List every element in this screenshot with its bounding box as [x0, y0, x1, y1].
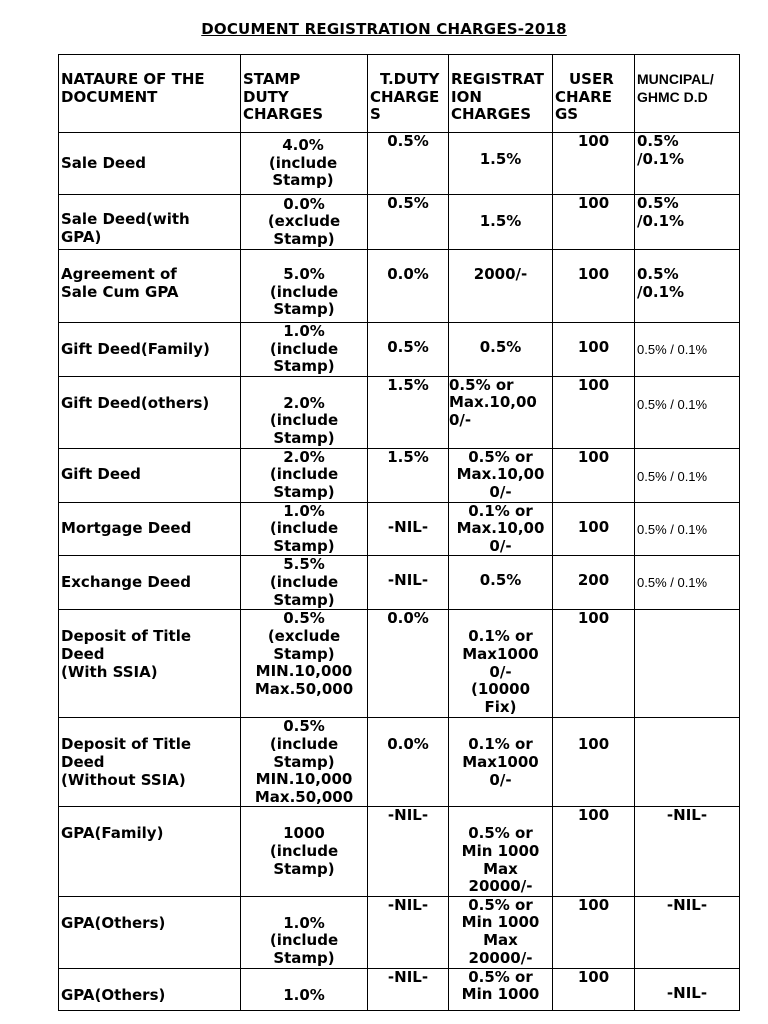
cell-tduty: 0.0%	[368, 718, 449, 807]
cell-stamp-duty: 1.0% (include Stamp)	[241, 502, 368, 556]
cell-tduty: 0.0%	[368, 610, 449, 718]
cell-municipal: 0.5% /0.1%	[635, 133, 740, 195]
cell-municipal: 0.5% /0.1%	[635, 195, 740, 250]
table-row	[59, 556, 740, 610]
cell-municipal: 0.5% / 0.1%	[635, 556, 740, 610]
cell-stamp-duty: 2.0% (include Stamp)	[241, 448, 368, 502]
table-row	[59, 807, 740, 896]
cell-registration: 0.5%	[449, 556, 553, 610]
cell-nature: Deposit of Title Deed (Without SSIA)	[59, 718, 241, 807]
cell-stamp-duty: 5.0% (include Stamp)	[241, 250, 368, 323]
header-stamp-duty-charges: STAMP DUTY CHARGES	[241, 55, 368, 133]
table-header-row	[59, 55, 740, 133]
cell-tduty: -NIL-	[368, 807, 449, 896]
cell-registration: 0.1% or Max1000 0/-	[449, 718, 553, 807]
cell-municipal: -NIL-	[635, 896, 740, 968]
cell-nature: Exchange Deed	[59, 556, 241, 610]
cell-municipal	[635, 610, 740, 718]
header-user-wrap: CHARE GS	[555, 87, 612, 124]
cell-tduty: 1.5%	[368, 376, 449, 448]
cell-nature: GPA(Others)	[59, 968, 241, 1010]
cell-user-charges: 100	[553, 896, 635, 968]
cell-user-charges: 100	[553, 448, 635, 502]
registration-charges-table	[58, 54, 740, 1011]
cell-user-charges: 100	[553, 807, 635, 896]
cell-nature: GPA(Family)	[59, 807, 241, 896]
cell-tduty: -NIL-	[368, 556, 449, 610]
table-row	[59, 610, 740, 718]
cell-user-charges: 100	[553, 250, 635, 323]
cell-user-charges: 100	[553, 195, 635, 250]
cell-nature: Agreement of Sale Cum GPA	[59, 250, 241, 323]
header-user-charges	[553, 55, 635, 133]
cell-municipal: -NIL-	[635, 968, 740, 1010]
header-tduty-wrap: CHARGE S	[370, 87, 440, 124]
cell-registration: 0.1% or Max1000 0/- (10000 Fix)	[449, 610, 553, 718]
cell-municipal	[635, 718, 740, 807]
cell-stamp-duty: 1000 (include Stamp)	[241, 807, 368, 896]
table-row	[59, 195, 740, 250]
table-row	[59, 133, 740, 195]
cell-municipal: 0.5% / 0.1%	[635, 376, 740, 448]
cell-registration: 0.1% or Max.10,00 0/-	[449, 502, 553, 556]
cell-stamp-duty: 0.5% (exclude Stamp) MIN.10,000 Max.50,000	[241, 610, 368, 718]
cell-tduty: -NIL-	[368, 896, 449, 968]
cell-tduty: -NIL-	[368, 968, 449, 1010]
cell-user-charges: 100	[553, 502, 635, 556]
cell-tduty: 0.5%	[368, 195, 449, 250]
cell-stamp-duty: 0.5% (include Stamp) MIN.10,000 Max.50,000	[241, 718, 368, 807]
header-tduty-label: T.DUTY	[380, 70, 440, 88]
table-row	[59, 376, 740, 448]
cell-nature: Mortgage Deed	[59, 502, 241, 556]
cell-user-charges: 200	[553, 556, 635, 610]
header-nature-of-document: NATAURE OF THE DOCUMENT	[59, 55, 241, 133]
cell-municipal: 0.5% /0.1%	[635, 250, 740, 323]
cell-nature: Sale Deed(with GPA)	[59, 195, 241, 250]
cell-stamp-duty: 1.0% (include Stamp)	[241, 323, 368, 377]
cell-stamp-duty: 1.0%	[241, 968, 368, 1010]
cell-user-charges: 100	[553, 610, 635, 718]
cell-nature: Deposit of Title Deed (With SSIA)	[59, 610, 241, 718]
cell-tduty: 1.5%	[368, 448, 449, 502]
cell-stamp-duty: 5.5% (include Stamp)	[241, 556, 368, 610]
table-row	[59, 718, 740, 807]
cell-stamp-duty: 0.0% (exclude Stamp)	[241, 195, 368, 250]
cell-registration: 0.5% or Max.10,00 0/-	[449, 376, 553, 448]
cell-stamp-duty: 2.0% (include Stamp)	[241, 376, 368, 448]
cell-registration: 0.5% or Min 1000	[449, 968, 553, 1010]
cell-municipal: 0.5% / 0.1%	[635, 323, 740, 377]
cell-registration: 0.5% or Max.10,00 0/-	[449, 448, 553, 502]
cell-nature: Sale Deed	[59, 133, 241, 195]
cell-tduty: 0.5%	[368, 133, 449, 195]
cell-registration: 1.5%	[449, 133, 553, 195]
cell-stamp-duty: 4.0% (include Stamp)	[241, 133, 368, 195]
cell-user-charges: 100	[553, 323, 635, 377]
cell-tduty: -NIL-	[368, 502, 449, 556]
cell-nature: Gift Deed(Family)	[59, 323, 241, 377]
cell-municipal: 0.5% / 0.1%	[635, 502, 740, 556]
table-row	[59, 968, 740, 1010]
cell-nature: Gift Deed(others)	[59, 376, 241, 448]
cell-user-charges: 100	[553, 718, 635, 807]
cell-nature: GPA(Others)	[59, 896, 241, 968]
cell-user-charges: 100	[553, 133, 635, 195]
cell-nature: Gift Deed	[59, 448, 241, 502]
cell-tduty: 0.5%	[368, 323, 449, 377]
cell-municipal: -NIL-	[635, 807, 740, 896]
table-row	[59, 323, 740, 377]
cell-tduty: 0.0%	[368, 250, 449, 323]
cell-registration: 0.5% or Min 1000 Max 20000/-	[449, 896, 553, 968]
cell-user-charges: 100	[553, 968, 635, 1010]
cell-registration: 2000/-	[449, 250, 553, 323]
header-registration-charges: REGISTRAT ION CHARGES	[449, 55, 553, 133]
header-user-label: USER	[569, 70, 614, 88]
cell-registration: 0.5% or Min 1000 Max 20000/-	[449, 807, 553, 896]
document-title: DOCUMENT REGISTRATION CHARGES-2018	[201, 20, 567, 38]
header-municipal-ghmc-dd: MUNCIPAL/ GHMC D.D	[635, 55, 740, 133]
table-row	[59, 448, 740, 502]
cell-registration: 1.5%	[449, 195, 553, 250]
table-row	[59, 502, 740, 556]
cell-registration: 0.5%	[449, 323, 553, 377]
cell-municipal: 0.5% / 0.1%	[635, 448, 740, 502]
table-row	[59, 896, 740, 968]
cell-user-charges: 100	[553, 376, 635, 448]
table-row	[59, 250, 740, 323]
cell-stamp-duty: 1.0% (include Stamp)	[241, 896, 368, 968]
header-transfer-duty-charges	[368, 55, 449, 133]
